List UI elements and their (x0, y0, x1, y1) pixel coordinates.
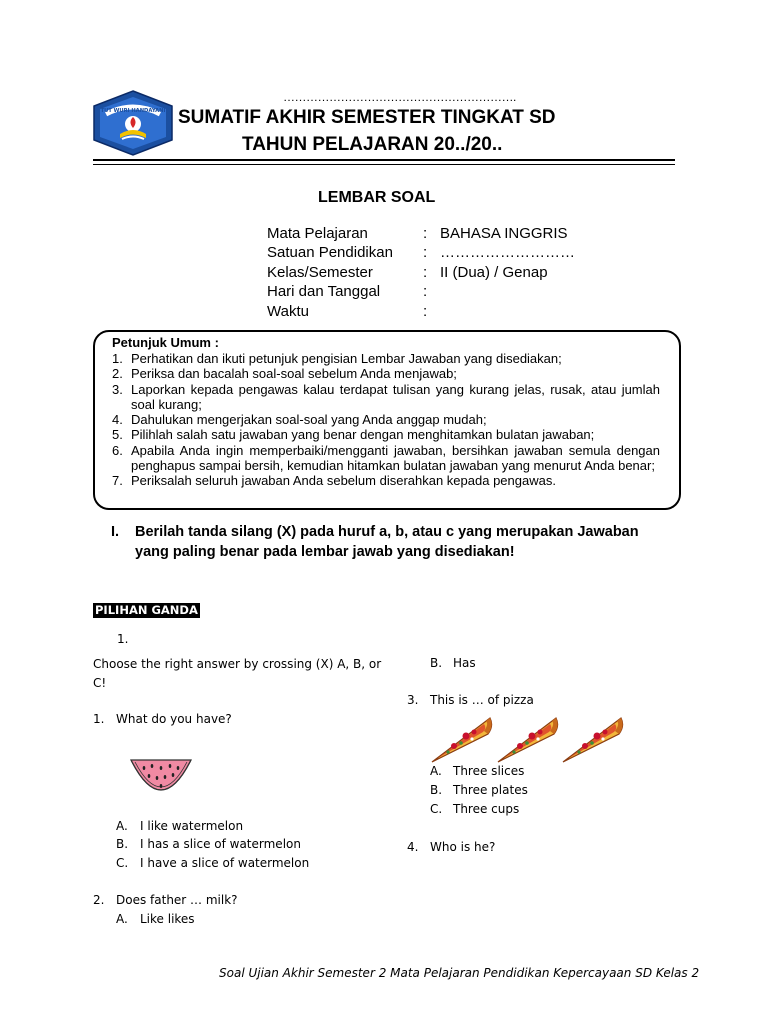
item-number: 1. (117, 632, 129, 646)
section-number: I. (111, 524, 120, 540)
instruction-number: 3. (112, 381, 123, 397)
instruction-text: Apabila Anda ingin memperbaiki/mengganti jawaban, bersihkan jawaban semula dengan penghapus sampai bersih, kemudian hitamkan bulatan jawaban yang menurut Anda benar; (131, 442, 660, 474)
instruction-text: Perhatikan dan ikuti petunjuk pengisian Lembar Jawaban yang disediakan; (131, 351, 562, 366)
option-letter: C. (430, 802, 443, 816)
option-text: I has a slice of watermelon (140, 837, 301, 851)
instruction-number: 5. (112, 427, 123, 443)
option-text: Three cups (453, 802, 520, 816)
instruction-item (112, 443, 660, 474)
instruction-text: Pilihlah salah satu jawaban yang benar dengan menghitamkan bulatan jawaban; (131, 427, 595, 443)
question-3-text: This is … of pizza (430, 693, 534, 707)
exam-title: SUMATIF AKHIR SEMESTER TINGKAT SD (178, 107, 556, 128)
section-label-pilihan-ganda: PILIHAN GANDA (95, 603, 198, 617)
general-instructions-box (93, 330, 681, 510)
instruction-text: Dahulukan mengerjakan soal-soal yang Anda anggap mudah; (131, 412, 487, 428)
instruction-item (112, 351, 660, 366)
instruction-number: 2. (112, 366, 123, 382)
info-colon: : (423, 283, 428, 301)
pizza-slice-image (428, 712, 494, 764)
option-text: I like watermelon (140, 819, 244, 833)
watermelon-image (128, 746, 194, 800)
instruction-text: Laporkan kepada pengawas kalau terdapat tulisan yang kurang jelas, rusak, atau jumlah soal kurang; (131, 381, 660, 412)
question-4-number: 4. (407, 840, 419, 854)
tut-wuri-handayani-logo (92, 90, 174, 156)
instructions-title: Petunjuk Umum : (112, 335, 219, 350)
header-rule (93, 159, 675, 161)
pizza-slice-image (559, 712, 625, 764)
info-value: BAHASA INGGRIS (440, 225, 568, 242)
option-letter: C. (116, 856, 129, 870)
header-rule-thin (93, 164, 675, 165)
instruction-item (112, 473, 660, 488)
info-label: Hari dan Tanggal (267, 283, 381, 301)
option-text: Three plates (453, 783, 528, 797)
option-letter: B. (430, 656, 443, 670)
instruction-number: 1. (112, 351, 123, 366)
section-instruction-text: Berilah tanda silang (X) pada huruf a, b, atau c yang merupakan Jawaban yang paling benar pada lembar jawab yang disediakan! (135, 524, 639, 560)
academic-year: TAHUN PELAJARAN 20../20.. (242, 134, 503, 155)
page-footer: Soal Ujian Akhir Semester 2 Mata Pelajaran Pendidikan Kepercayaan SD Kelas 2 (219, 966, 700, 980)
choose-instruction: Choose the right answer by crossing (X) A, B, or C! (93, 657, 382, 690)
info-colon: : (423, 302, 428, 320)
instruction-item (112, 427, 660, 442)
option-text: I have a slice of watermelon (140, 856, 310, 870)
pizza-slice-image (494, 712, 560, 764)
instruction-item (112, 366, 660, 381)
instruction-text: Periksa dan bacalah soal-soal sebelum Anda menjawab; (131, 366, 457, 382)
instruction-item (112, 412, 660, 427)
svg-text:TUT WURI HANDAYANI: TUT WURI HANDAYANI (100, 108, 166, 114)
instruction-number: 7. (112, 473, 123, 489)
option-text: Like likes (140, 912, 195, 926)
info-colon: : (423, 263, 428, 281)
instruction-number: 6. (112, 442, 123, 458)
info-label: Waktu (267, 302, 309, 320)
option-text: Has (453, 656, 476, 670)
instruction-number: 4. (112, 412, 123, 428)
info-value: II (Dua) / Genap (440, 263, 548, 281)
instructions-list (112, 351, 660, 489)
question-4-text: Who is he? (430, 840, 496, 854)
question-2-number: 2. (93, 893, 105, 907)
info-label: Satuan Pendidikan (267, 244, 393, 262)
option-letter: A. (116, 819, 128, 833)
instruction-text: Periksalah seluruh jawaban Anda sebelum diserahkan kepada pengawas. (131, 473, 556, 489)
info-colon: : (423, 244, 428, 262)
header-dots: ……………………………………………………. (283, 90, 516, 104)
option-letter: A. (430, 764, 442, 778)
info-label: Kelas/Semester (267, 263, 373, 281)
option-text: Three slices (453, 764, 525, 778)
info-label: Mata Pelajaran (267, 225, 368, 242)
question-1-text: What do you have? (116, 712, 232, 726)
info-value: ……………………… (440, 244, 575, 262)
option-letter: A. (116, 912, 128, 926)
question-2-text: Does father … milk? (116, 893, 238, 907)
info-colon: : (423, 225, 428, 242)
question-3-number: 3. (407, 693, 419, 707)
sheet-title: LEMBAR SOAL (318, 189, 436, 206)
option-letter: B. (430, 783, 443, 797)
option-letter: B. (116, 837, 129, 851)
instruction-item (112, 382, 660, 413)
question-1-number: 1. (93, 712, 105, 726)
